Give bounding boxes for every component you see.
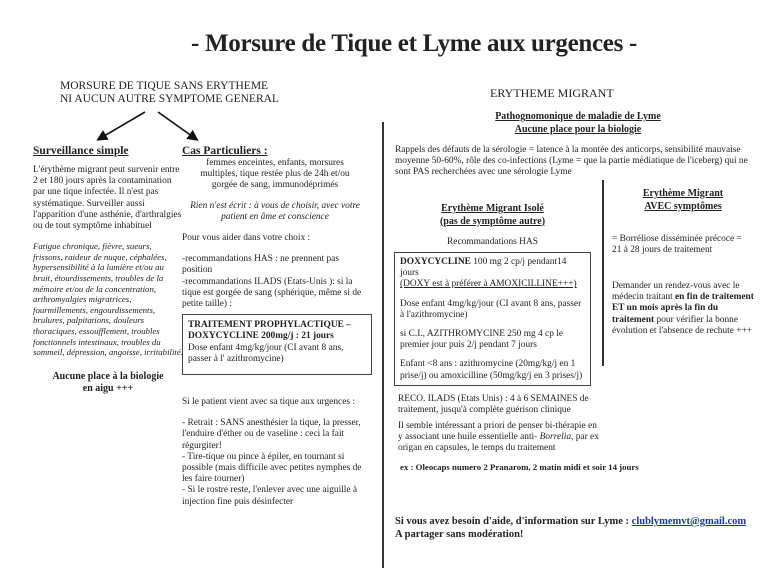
doxy-dose: 100 mg 2 cp/j pendant14 jours (400, 257, 567, 279)
arrow-right-icon (158, 112, 196, 139)
surveillance-title: Surveillance simple (33, 145, 129, 157)
left-heading (60, 80, 279, 106)
page-title: - Morsure de Tique et Lyme aux urgences - (190, 30, 637, 57)
urgences-intro: Si le patient vient avec sa tique aux urgences : (182, 397, 355, 408)
choice-note: Rien n'est écrit : à vous de choisir, avec votre patient en âme et conscience (190, 200, 360, 222)
serology-reminder: Rappels des défauts de la sérologie = latence à la montée des anticorps, sensibilité mauvaise moyenne 50-60%, rôle des co-infections (Lyme = que la partie médiatique de l'iceberg) qui ne sont PAS recherchées avec une sérologie Lyme (395, 145, 748, 178)
has-recommendation: -recommandations HAS : ne prennent pas position (182, 254, 339, 276)
isole-title-line1: Erythème Migrant Isolé (441, 203, 544, 214)
biology-note-line2: en aigu +++ (82, 382, 134, 394)
avec-title (608, 188, 758, 213)
avec-title-line2: AVEC symptômes (644, 200, 722, 212)
enfant-moins-8: Enfant <8 ans : azithromycine (20mg/kg/j en 1 prise/j) ou amoxicilline (50mg/kg/j en 3 prises/j) (400, 359, 583, 381)
prophylactic-treatment-box (182, 314, 372, 375)
subcolumn-divider (602, 180, 604, 366)
footer-share: A partager sans modération! (395, 529, 524, 540)
follow-up-note (612, 281, 762, 337)
biology-note-line1: Aucune place à la biologie (52, 370, 164, 382)
follow-up-bold: en fin de traitement ET un mois après la fin du traitement (612, 292, 754, 325)
erytheme-heading: ERYTHEME MIGRANT (490, 86, 614, 100)
column-divider (382, 122, 384, 568)
borreliose-note: = Borréliose disséminée précoce = 21 à 28 jours de traitement (612, 234, 742, 256)
bi-therapie-part2: , par ex origan en capsules, le temps du traitement (398, 432, 599, 454)
azithro-ci: si C.I., AZITHROMYCINE 250 mg 4 cp le premier jour puis 2/j pendant 7 jours (400, 329, 564, 351)
footer-help-line (395, 515, 746, 528)
follow-up-part2: pour vérifier la bonne évolution et l'absence de rechute +++ (612, 314, 753, 336)
isole-treatment-box (394, 252, 591, 386)
surveillance-text: L'érythème migrant peut survenir entre 2 et 180 jours après la contamination par une tique infectée. Il n'est pas systématique. Surveiller aussi l'apparition d'une asthénie, d'arthralgies ou de tout symptôme inhabituel (33, 165, 182, 232)
avec-title-line1: Erythème Migrant (642, 188, 724, 199)
pathognomonique-note: Pathognomonique de maladie de Lyme (495, 111, 661, 122)
dose-enfant: Dose enfant 4mg/kg/jour (CI avant 8 ans, passer à l'azithromycine) (400, 298, 582, 320)
bi-therapie-borrelia: Borrelia (539, 432, 572, 443)
no-biology-note: Aucune place pour la biologie (514, 123, 642, 135)
isole-title-line2: (pas de symptôme autre) (439, 215, 546, 227)
doxy-drug: DOXYCYCLINE (400, 257, 471, 267)
follow-up-part1: Demander un rendez-vous avec le médecin traitant (612, 281, 740, 303)
contact-email-link[interactable]: clublymemvt@gmail.com (631, 516, 747, 527)
footer (395, 515, 746, 541)
doxy-line (400, 257, 585, 279)
cas-particuliers-title: Cas Particuliers : (182, 145, 268, 157)
ilads-isole: RECO. ILADS (Etats Unis) : 4 à 6 SEMAINES de traitement, jusqu'à complète guérison clinique (398, 394, 589, 416)
footer-help-text: Si vous avez besoin d'aide, d'information sur Lyme : (395, 516, 632, 527)
biology-note (33, 371, 183, 395)
arrow-left-icon (99, 112, 145, 139)
tire-tique-step: - Tire-tique ou pince à épiler, en tournant si possible (mais difficile avec petites nymphes de les faire tourner) (182, 451, 362, 485)
help-intro: Pour vous aider dans votre choix : (182, 233, 311, 244)
ilads-recommendation: -recommandations ILADS (Etats-Unis ): si la tique est gorgée de sang (sphérique, même si de petite taille) : (182, 276, 362, 310)
left-heading-line1: MORSURE DE TIQUE SANS ERYTHEME (60, 80, 269, 92)
has-reco-label: Recommandations HAS (447, 237, 538, 247)
cas-particuliers-section (182, 145, 368, 508)
bi-therapie-note (398, 421, 603, 455)
bi-therapie-part1: Il semble intéressant a priori de penser bi-thérapie en y associant une huile essentielle anti- (398, 421, 597, 443)
prophylactic-treatment-dose: Dose enfant 4mg/kg/jour (CI avant 8 ans, passer à l' azithromycine) (188, 342, 344, 364)
isole-title (395, 203, 590, 228)
cas-particuliers-list: femmes enceintes, enfants, morsures multiples, tique restée plus de 24h et/ou gorgée de sang, immunodéprimés (200, 158, 350, 191)
symptoms-list: Fatigue chronique, fièvre, sueurs, frissons, raideur de nuque, céphalées, hypersensibilité à la lumière et/ou au bruit, étourdissements, troubles de la mémoire et/ou de la concentration, arthromyalgies migratrices, fourmillements, engourdissements, brulures, palpitations, douleurs thoraciques, essoufflement, troubles fonctionnels intestinaux, troubles du sommeil, dépression, angoisse, irritabilité. (33, 241, 183, 358)
left-heading-line2: NI AUCUN AUTRE SYMPTOME GENERAL (60, 93, 279, 105)
doxy-preference: (DOXY est à préférer à AMOXICILLINE+++) (400, 279, 577, 290)
rostre-step: - Si le rostre reste, l'enlever avec une aiguille à injection fine puis désinfecter (182, 485, 358, 507)
retrait-step: - Retrait : SANS anesthésier la tique, la presser, l'enduire d'éther ou de vaseline : ceci la fait régurgiter! (182, 418, 361, 451)
erytheme-subheading (400, 111, 756, 136)
prophylactic-treatment-title: TRAITEMENT PROPHYLACTIQUE – DOXYCYCLINE 200mg/j : 21 jours (188, 320, 351, 342)
oleocaps-example: ex : Oleocaps numero 2 Pranarom, 2 matin midi et soir 14 jours (400, 462, 639, 472)
surveillance-section (33, 145, 183, 395)
